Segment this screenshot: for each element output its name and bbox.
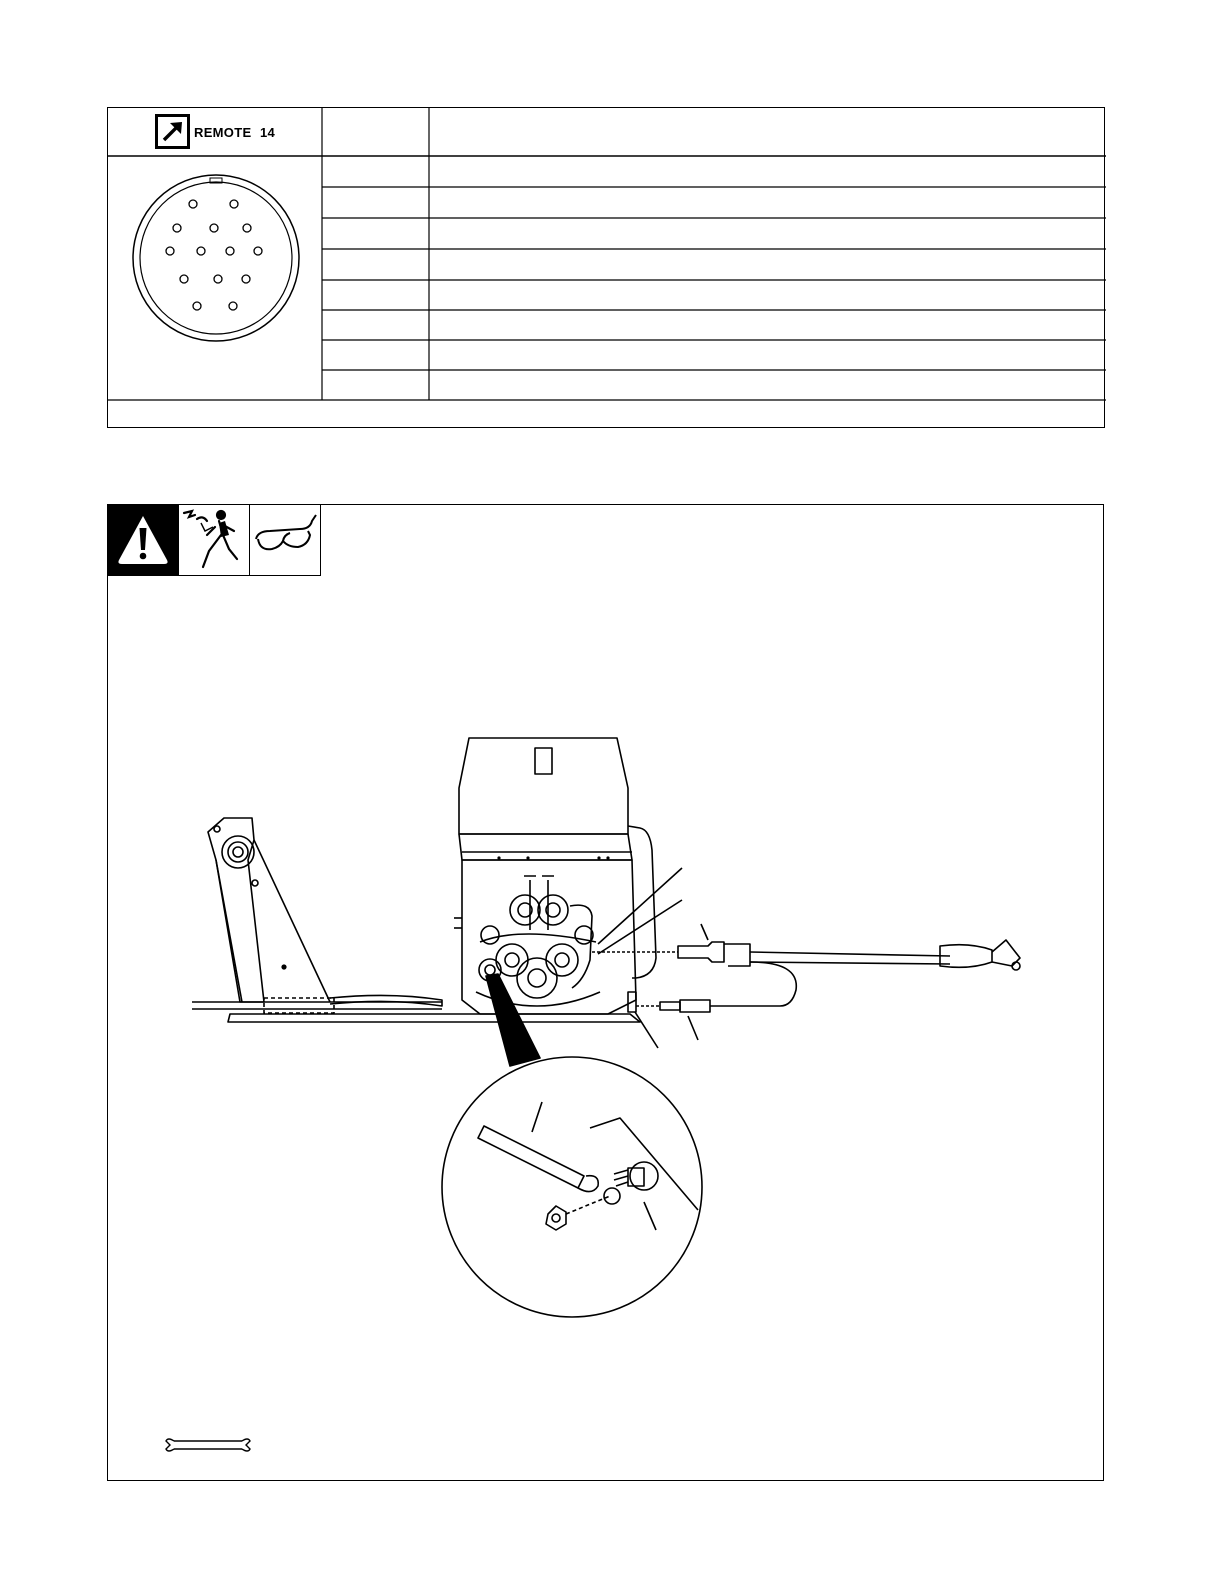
remote-label: REMOTE [194,125,252,140]
safety-glasses-icon [249,504,321,576]
remote-arrow-icon [155,114,190,149]
electric-shock-icon [179,504,249,576]
wrench-icon [164,1435,252,1455]
wire-feeder-illustration [180,730,1040,1330]
warning-triangle-icon [107,504,179,576]
remote-14-table [107,107,1105,428]
remote-number: 14 [260,125,276,140]
14-pin-receptacle-icon [130,174,302,342]
